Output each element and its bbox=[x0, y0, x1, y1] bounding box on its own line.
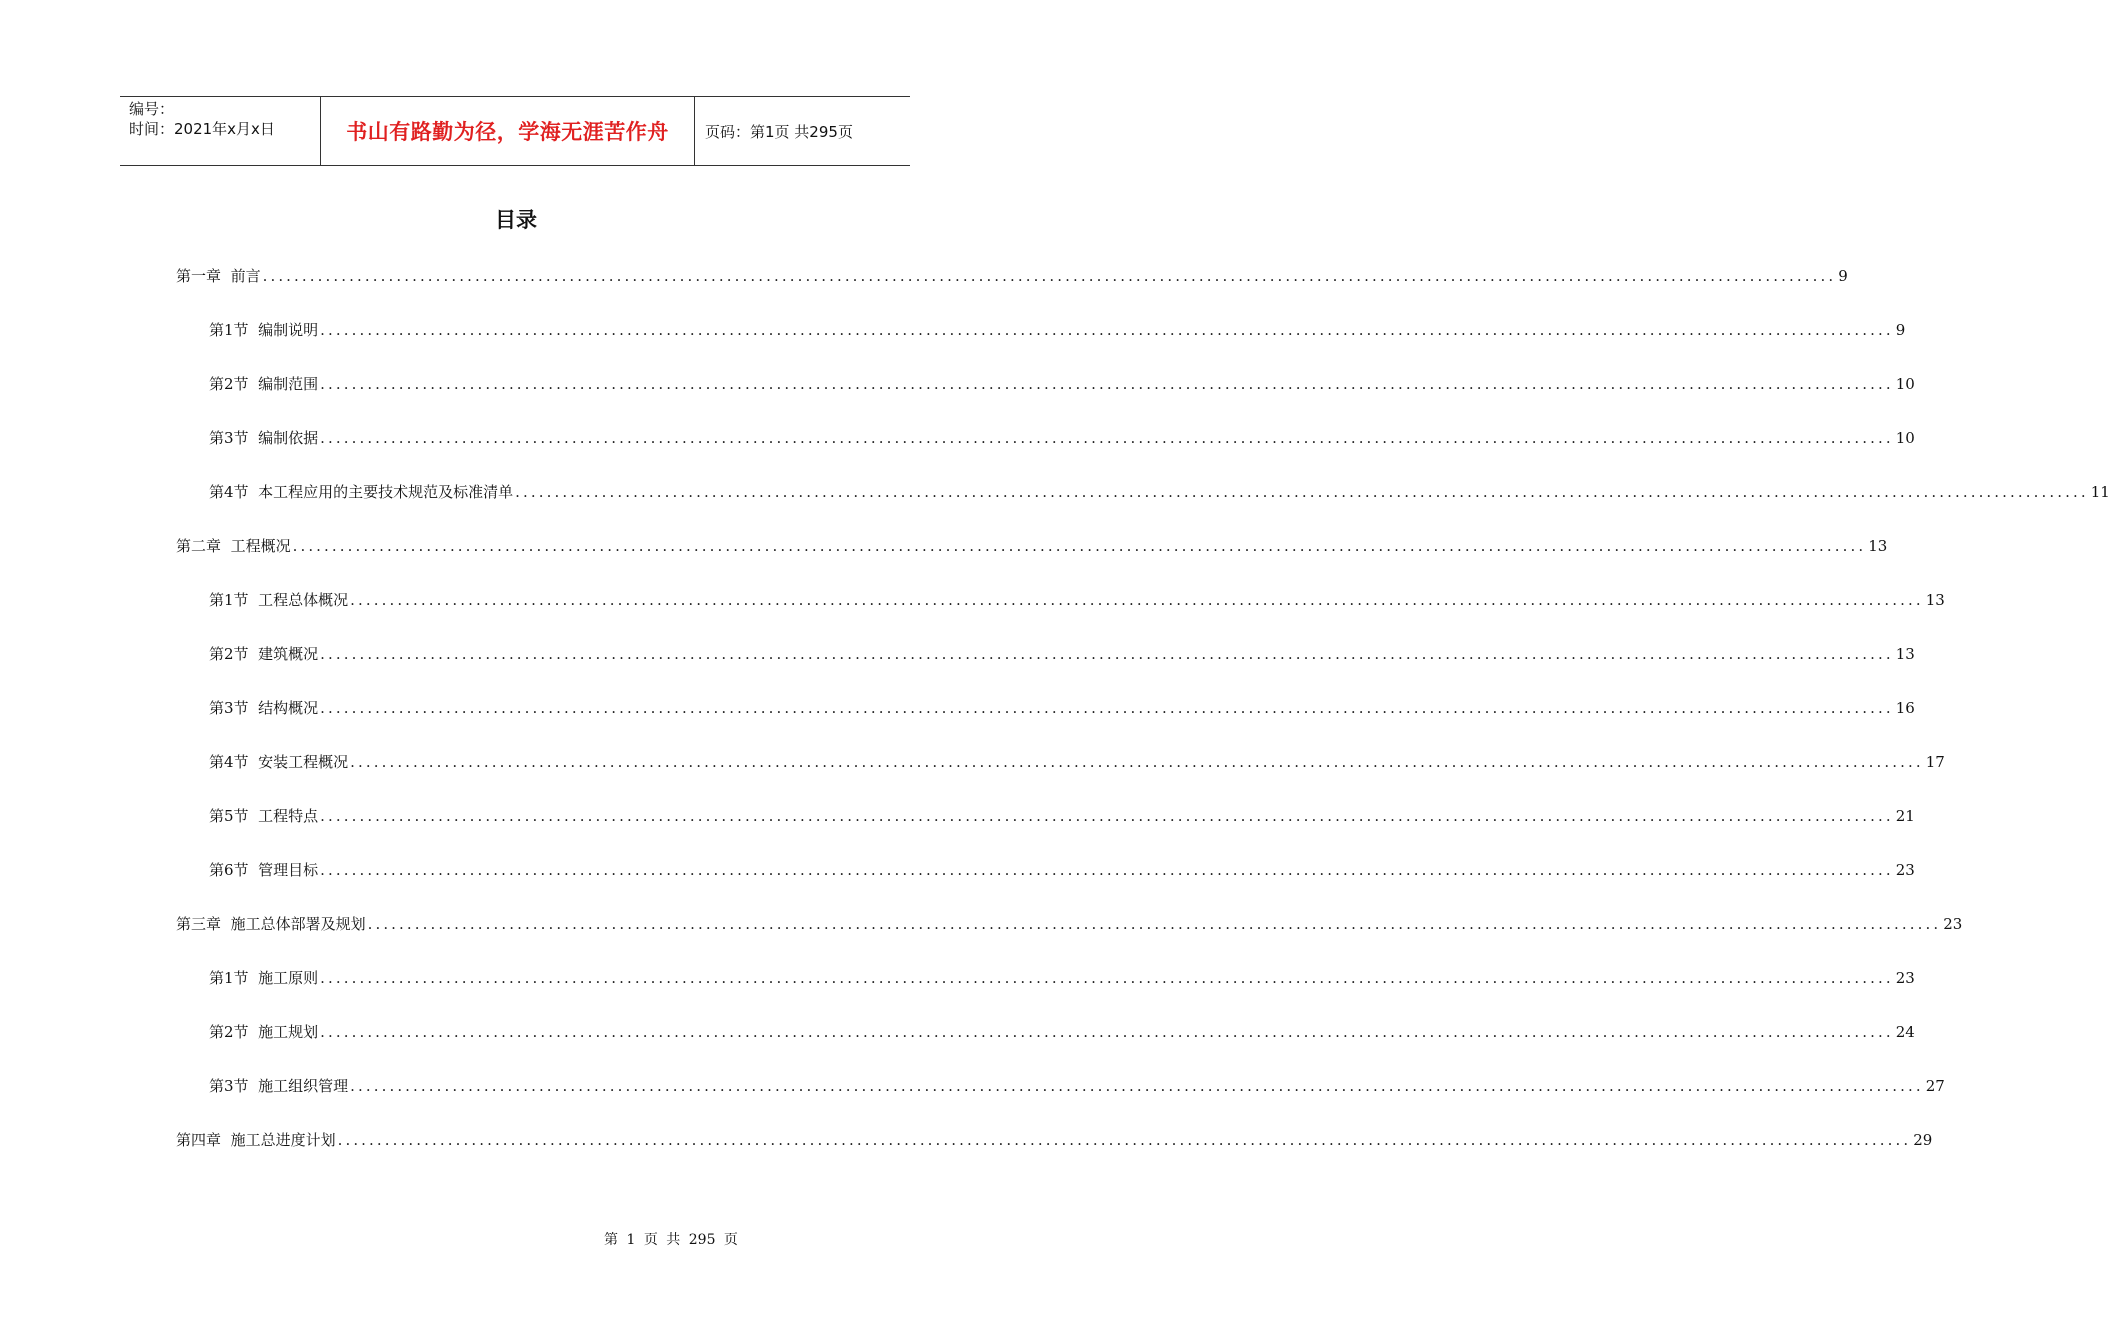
toc-entry-page: 23 bbox=[1943, 915, 1963, 933]
toc-section-entry[interactable] bbox=[176, 802, 1915, 856]
toc-entry-number: 第3节 bbox=[209, 1077, 249, 1095]
toc-entry-gap bbox=[249, 748, 259, 776]
header-page-info: 页码：第1页 共295页 bbox=[705, 122, 853, 141]
toc-entry-number: 第一章 bbox=[176, 267, 222, 285]
toc-entry-page: 11 bbox=[2090, 483, 2110, 501]
toc-entry-number: 第2节 bbox=[209, 375, 249, 393]
toc-section-entry[interactable] bbox=[176, 964, 1915, 1018]
toc-dot-leader: ........................................................................................................................................................................................................ bbox=[350, 753, 1924, 771]
toc-dot-leader: ........................................................................................................................................................................................................ bbox=[350, 591, 1924, 609]
toc-entry-gap bbox=[221, 910, 231, 938]
toc-entry-gap bbox=[249, 1018, 259, 1046]
toc-entry-title: 安装工程概况 bbox=[258, 753, 349, 771]
toc-section-entry[interactable] bbox=[176, 856, 1915, 910]
toc-entry-number: 第4节 bbox=[209, 753, 249, 771]
toc-title: 目录 bbox=[495, 208, 537, 232]
toc-entry-gap bbox=[249, 964, 259, 992]
header-meta bbox=[120, 97, 321, 165]
toc-section-entry[interactable] bbox=[176, 694, 1915, 748]
toc-chapter-entry[interactable] bbox=[176, 262, 1848, 316]
toc-entry-page: 13 bbox=[1925, 591, 1945, 609]
toc-entry-page: 9 bbox=[1838, 267, 1848, 285]
header-motto: 书山有路勤为径，学海无涯苦作舟 bbox=[321, 97, 695, 165]
toc-entry-gap bbox=[221, 532, 231, 560]
toc-dot-leader: ........................................................................................................................................................................................................ bbox=[367, 915, 1942, 933]
toc-chapter-entry[interactable] bbox=[176, 532, 1888, 586]
toc-entry-title: 工程概况 bbox=[230, 537, 291, 555]
toc-section-entry[interactable] bbox=[176, 586, 1945, 640]
toc-entry-number: 第4节 bbox=[209, 483, 249, 501]
toc-entry-number: 第2节 bbox=[209, 1023, 249, 1041]
toc-dot-leader: ........................................................................................................................................................................................................ bbox=[320, 699, 1894, 717]
toc-entry-title: 编制依据 bbox=[258, 429, 319, 447]
toc-entry-page: 16 bbox=[1895, 699, 1915, 717]
toc-entry-gap bbox=[249, 856, 259, 884]
toc-entry-page: 13 bbox=[1868, 537, 1888, 555]
toc-entry-title: 前言 bbox=[230, 267, 261, 285]
toc-entry-title: 施工组织管理 bbox=[258, 1077, 349, 1095]
toc-section-entry[interactable] bbox=[176, 370, 1915, 424]
toc-entry-number: 第1节 bbox=[209, 591, 249, 609]
toc-entry-number: 第3节 bbox=[209, 429, 249, 447]
toc-dot-leader: ........................................................................................................................................................................................................ bbox=[320, 807, 1894, 825]
toc-dot-leader: ........................................................................................................................................................................................................ bbox=[320, 645, 1894, 663]
toc-entry-number: 第1节 bbox=[209, 321, 249, 339]
toc-entry-page: 10 bbox=[1895, 429, 1915, 447]
toc-entry-gap bbox=[249, 802, 259, 830]
toc-entry-title: 管理目标 bbox=[258, 861, 319, 879]
toc-entry-page: 17 bbox=[1925, 753, 1945, 771]
toc-dot-leader: ........................................................................................................................................................................................................ bbox=[320, 969, 1894, 987]
toc-entry-page: 13 bbox=[1895, 645, 1915, 663]
toc-entry-number: 第四章 bbox=[176, 1131, 222, 1149]
toc-entry-gap bbox=[249, 1072, 259, 1100]
toc-entry-number: 第5节 bbox=[209, 807, 249, 825]
toc-dot-leader: ........................................................................................................................................................................................................ bbox=[320, 861, 1894, 879]
toc-section-entry[interactable] bbox=[176, 316, 1906, 370]
toc-section-entry[interactable] bbox=[176, 640, 1915, 694]
toc-section-entry[interactable] bbox=[176, 1018, 1915, 1072]
toc-entry-number: 第2节 bbox=[209, 645, 249, 663]
toc-dot-leader: ........................................................................................................................................................................................................ bbox=[337, 1131, 1912, 1149]
page-footer: 第 1 页 共 295 页 bbox=[604, 1232, 738, 1248]
toc-entry-page: 27 bbox=[1925, 1077, 1945, 1095]
toc-dot-leader: ........................................................................................................................................................................................................ bbox=[320, 1023, 1894, 1041]
toc-entry-title: 施工总进度计划 bbox=[230, 1131, 336, 1149]
toc-entry-title: 编制说明 bbox=[258, 321, 319, 339]
toc-entry-gap bbox=[249, 424, 259, 452]
toc-entry-page: 23 bbox=[1895, 969, 1915, 987]
toc-section-entry[interactable] bbox=[176, 1072, 1945, 1126]
toc-entry-title: 施工原则 bbox=[258, 969, 319, 987]
serial-number-label: 编号： bbox=[129, 100, 175, 118]
toc-entry-number: 第1节 bbox=[209, 969, 249, 987]
toc-entry-title: 编制范围 bbox=[258, 375, 319, 393]
toc-dot-leader: ........................................................................................................................................................................................................ bbox=[320, 429, 1894, 447]
toc-entry-page: 29 bbox=[1913, 1131, 1933, 1149]
toc-entry-page: 21 bbox=[1895, 807, 1915, 825]
toc-entry-page: 10 bbox=[1895, 375, 1915, 393]
toc-dot-leader: ........................................................................................................................................................................................................ bbox=[350, 1077, 1924, 1095]
toc-dot-leader: ........................................................................................................................................................................................................ bbox=[320, 321, 1894, 339]
toc-entry-gap bbox=[249, 478, 259, 506]
toc-section-entry[interactable] bbox=[176, 478, 2110, 532]
toc-entry-title: 结构概况 bbox=[258, 699, 319, 717]
toc-chapter-entry[interactable] bbox=[176, 910, 1963, 964]
toc-entry-title: 工程总体概况 bbox=[258, 591, 349, 609]
toc-entry-gap bbox=[249, 640, 259, 668]
toc-dot-leader: ........................................................................................................................................................................................................ bbox=[292, 537, 1867, 555]
toc-entry-number: 第二章 bbox=[176, 537, 222, 555]
toc-entry-title: 施工规划 bbox=[258, 1023, 319, 1041]
toc-entry-gap bbox=[249, 316, 259, 344]
toc-entry-number: 第3节 bbox=[209, 699, 249, 717]
toc-section-entry[interactable] bbox=[176, 424, 1915, 478]
toc-entry-gap bbox=[249, 370, 259, 398]
toc-entry-page: 9 bbox=[1895, 321, 1906, 339]
table-of-contents bbox=[176, 262, 2110, 1180]
toc-dot-leader: ........................................................................................................................................................................................................ bbox=[320, 375, 1894, 393]
document-header bbox=[120, 96, 910, 166]
toc-entry-gap bbox=[249, 694, 259, 722]
toc-entry-title: 建筑概况 bbox=[258, 645, 319, 663]
toc-chapter-entry[interactable] bbox=[176, 1126, 1933, 1180]
time-label: 时间：2021年x月x日 bbox=[129, 120, 275, 138]
toc-entry-gap bbox=[221, 1126, 231, 1154]
toc-entry-gap bbox=[221, 262, 231, 290]
toc-entry-number: 第三章 bbox=[176, 915, 222, 933]
toc-section-entry[interactable] bbox=[176, 748, 1945, 802]
toc-entry-title: 本工程应用的主要技术规范及标准清单 bbox=[258, 483, 514, 501]
toc-entry-gap bbox=[249, 586, 259, 614]
toc-dot-leader: ........................................................................................................................................................................................................ bbox=[262, 267, 1837, 285]
toc-dot-leader: ........................................................................................................................................................................................................ bbox=[515, 483, 2089, 501]
toc-entry-page: 23 bbox=[1895, 861, 1915, 879]
toc-entry-title: 工程特点 bbox=[258, 807, 319, 825]
toc-entry-page: 24 bbox=[1895, 1023, 1915, 1041]
toc-entry-number: 第6节 bbox=[209, 861, 249, 879]
toc-entry-title: 施工总体部署及规划 bbox=[230, 915, 366, 933]
